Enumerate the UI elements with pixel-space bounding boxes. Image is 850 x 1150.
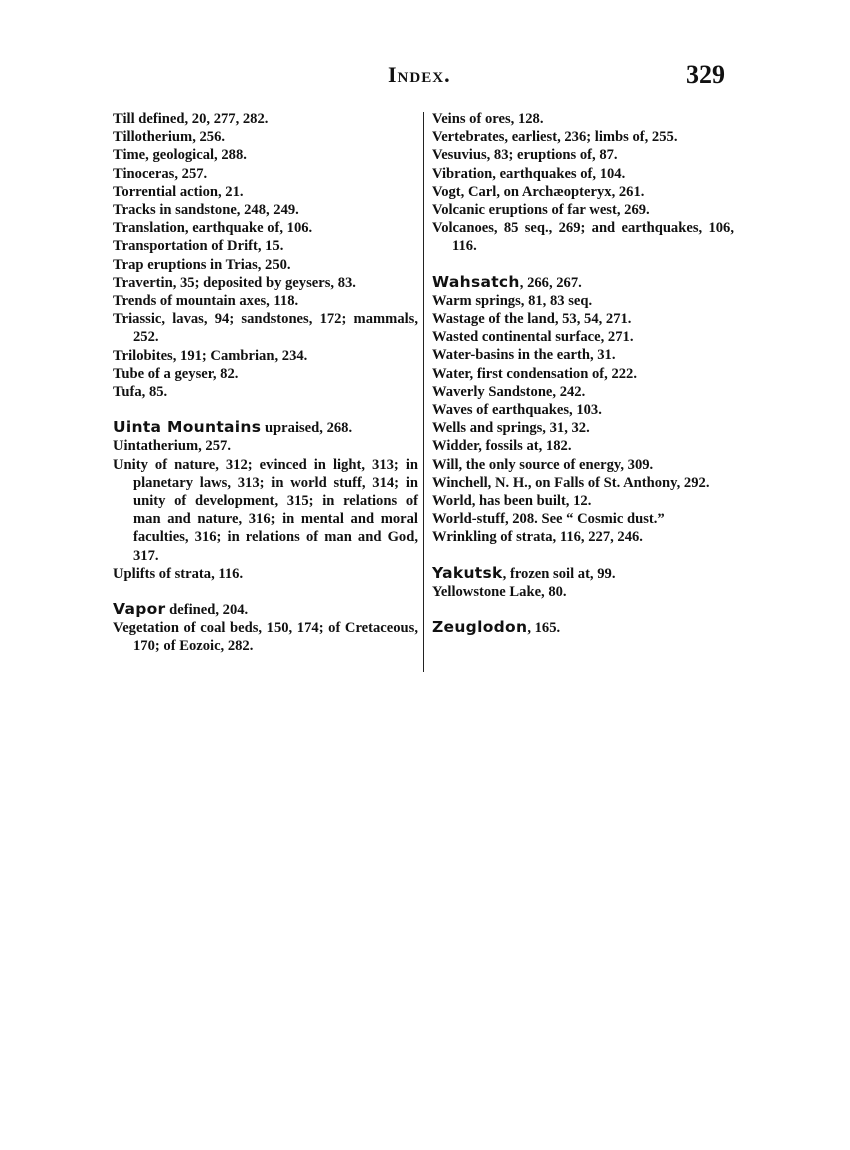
index-entry: Warm springs, 81, 83 seq. — [432, 292, 593, 309]
index-entry: Volcanic eruptions of far west, 269. — [432, 202, 650, 219]
index-entry: Water-basins in the earth, 31. — [432, 347, 616, 364]
index-entry: Vegetation of coal beds, 150, 174; of Cretaceous, 170; of Eozoic, 282. — [113, 620, 418, 655]
index-entry-text: defined, 204. — [165, 602, 249, 619]
index-entry: Uintatherium, 257. — [113, 438, 231, 455]
letter-section-gap — [432, 547, 734, 564]
index-entry: Trap eruptions in Trias, 250. — [113, 256, 291, 273]
index-entry: Winchell, N. H., on Falls of St. Anthony, 292. — [432, 474, 710, 491]
index-entry-section-head — [113, 600, 418, 619]
index-entry: Wrinkling of strata, 116, 227, 246. — [432, 529, 643, 546]
index-entry-text: upraised, 268. — [261, 420, 353, 437]
index-entry: Wasted continental surface, 271. — [432, 329, 634, 346]
index-entry: Widder, fossils at, 182. — [432, 438, 572, 455]
letter-section-gap — [432, 256, 734, 273]
index-headword: Zeuglodon — [432, 618, 528, 637]
index-entry: Trilobites, 191; Cambrian, 234. — [113, 347, 308, 364]
index-entry: Veins of ores, 128. — [432, 111, 544, 127]
index-entry: Waverly Sandstone, 242. — [432, 383, 586, 400]
page-title: Index. — [388, 62, 451, 87]
index-entry: Uplifts of strata, 116. — [113, 565, 244, 582]
index-headword: Wahsatch — [432, 272, 520, 291]
index-entry-text: , 165. — [527, 620, 561, 637]
index-entry-section-head — [113, 418, 418, 437]
index-column-left — [113, 110, 418, 656]
index-entry: Time, geological, 288. — [113, 147, 247, 164]
index-entry: Tube of a geyser, 82. — [113, 365, 239, 382]
page-number: 329 — [686, 60, 725, 89]
column-divider — [423, 112, 424, 672]
index-entry: Vesuvius, 83; eruptions of, 87. — [432, 147, 618, 164]
index-entry-text: , 266, 267. — [519, 274, 582, 291]
index-entry: Volcanoes, 85 seq., 269; and earthquakes, 106, 116. — [432, 220, 734, 255]
index-entry: Unity of nature, 312; evinced in light, 313; in planetary laws, 313; in world stuff, 314; in unity of development, 315; in relations of man and nature, 316; in mental and moral faculties, 316; in relations of man and God, 317. — [113, 456, 418, 564]
index-entry: Transportation of Drift, 15. — [113, 238, 284, 255]
index-entry: Will, the only source of energy, 309. — [432, 456, 654, 473]
letter-section-gap — [113, 401, 418, 418]
index-entry: Tillotherium, 256. — [113, 129, 226, 146]
index-headword: Uinta Mountains — [113, 418, 262, 437]
index-entry: Waves of earthquakes, 103. — [432, 402, 602, 419]
index-entry-section-head — [432, 618, 734, 637]
index-entry: Travertin, 35; deposited by geysers, 83. — [113, 274, 356, 291]
letter-section-gap — [432, 601, 734, 618]
index-entry: Tracks in sandstone, 248, 249. — [113, 202, 299, 219]
index-entry: Vertebrates, earliest, 236; limbs of, 255. — [432, 129, 678, 146]
index-entry-text: , frozen soil at, 99. — [502, 565, 616, 582]
index-column-right — [432, 110, 734, 637]
index-entry-section-head — [432, 273, 734, 292]
index-entry: Vibration, earthquakes of, 104. — [432, 165, 626, 182]
index-entry: World-stuff, 208. See “ Cosmic dust.” — [432, 511, 665, 528]
index-entry: Till defined, 20, 277, 282. — [113, 111, 269, 127]
index-entry: Vogt, Carl, on Archæopteryx, 261. — [432, 183, 645, 200]
index-entry: Wastage of the land, 53, 54, 271. — [432, 311, 632, 328]
index-entry: Translation, earthquake of, 106. — [113, 220, 313, 237]
index-headword: Yakutsk — [432, 563, 503, 582]
index-entry: World, has been built, 12. — [432, 493, 592, 510]
index-entry: Tufa, 85. — [113, 384, 168, 401]
index-entry: Yellowstone Lake, 80. — [432, 583, 567, 600]
index-entry-section-head — [432, 564, 734, 583]
index-entry: Torrential action, 21. — [113, 183, 244, 200]
index-entry: Trends of mountain axes, 118. — [113, 293, 299, 310]
letter-section-gap — [113, 583, 418, 600]
index-entry: Triassic, lavas, 94; sandstones, 172; mammals, 252. — [113, 311, 418, 346]
index-headword: Vapor — [113, 600, 166, 619]
index-entry: Wells and springs, 31, 32. — [432, 420, 590, 437]
index-entry: Tinoceras, 257. — [113, 165, 208, 182]
index-entry: Water, first condensation of, 222. — [432, 365, 637, 382]
